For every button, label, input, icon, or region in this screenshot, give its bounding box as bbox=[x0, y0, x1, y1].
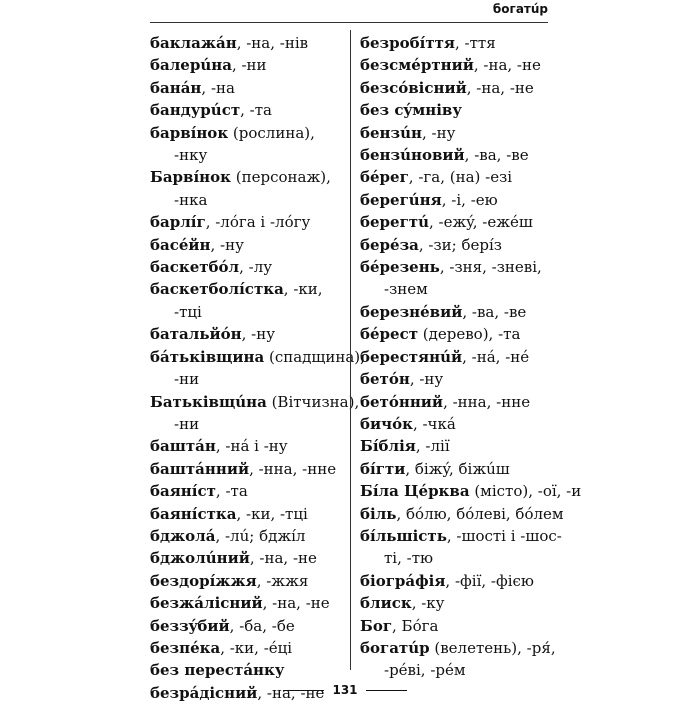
headword: басéйн bbox=[150, 235, 211, 254]
dictionary-entry bbox=[150, 346, 365, 368]
dictionary-entry bbox=[150, 637, 340, 659]
dictionary-entry bbox=[150, 570, 340, 592]
headword: бéрест bbox=[360, 325, 419, 344]
entry-forms: , бóлю, бóлеві, бóлем bbox=[396, 504, 564, 523]
dictionary-entry bbox=[150, 256, 340, 278]
dictionary-entry bbox=[150, 32, 340, 54]
dictionary-entry bbox=[150, 480, 340, 502]
entry-forms: , -зня, -зневі, bbox=[439, 258, 542, 277]
entry-forms: , Бóга bbox=[392, 616, 439, 635]
entry-forms: (Вітчизна), bbox=[266, 392, 360, 411]
headword: беззýбий bbox=[150, 616, 230, 635]
headword: Бíблія bbox=[360, 437, 416, 456]
headword: берéза bbox=[360, 235, 419, 254]
headword: баклажáн bbox=[150, 34, 237, 52]
entry-forms: , -на, -не bbox=[257, 683, 325, 702]
dictionary-entry bbox=[360, 122, 555, 144]
entry-continuation: -знем bbox=[384, 280, 428, 299]
headword: берестянúй bbox=[360, 347, 463, 366]
headword: берегтú bbox=[360, 213, 429, 232]
entry-forms: , -та bbox=[215, 482, 248, 501]
entry-forms: (рослина), bbox=[228, 123, 315, 142]
dictionary-entry bbox=[150, 323, 340, 345]
entry-forms: , -на, -не bbox=[466, 78, 534, 97]
entry-forms: , -ття bbox=[455, 34, 496, 52]
dictionary-entry bbox=[360, 615, 555, 637]
entry-forms: (персонаж), bbox=[230, 168, 331, 187]
entry-forms: , -нá, -нé bbox=[462, 347, 530, 366]
entry-forms: , -ва, -ве bbox=[462, 302, 527, 321]
entry-forms: , -шості і -шос- bbox=[446, 526, 562, 545]
dictionary-entry bbox=[360, 54, 555, 76]
entry-forms: , -ежý, -ежéш bbox=[428, 213, 533, 232]
dictionary-entry bbox=[360, 234, 555, 256]
entry-forms: , -ну bbox=[210, 235, 244, 254]
headword: бíгти bbox=[360, 459, 406, 478]
dictionary-entry bbox=[360, 592, 555, 614]
headword: барлíг bbox=[150, 213, 206, 232]
headword: безжáлісний bbox=[150, 594, 263, 613]
headword: Барвíнок bbox=[150, 168, 231, 187]
entry-forms: , -ва, -ве bbox=[464, 146, 529, 165]
dictionary-entry bbox=[150, 54, 340, 76]
entry-continuation: -ни bbox=[174, 414, 200, 433]
headword: баскетболíстка bbox=[150, 280, 284, 299]
entry-forms: , -нна, -нне bbox=[249, 459, 337, 478]
entry-forms: , -зи; берíз bbox=[418, 235, 502, 254]
headword: без сýмніву bbox=[360, 101, 462, 120]
headword: барвíнок bbox=[150, 123, 229, 142]
headword: бандурúст bbox=[150, 101, 241, 120]
dictionary-entry bbox=[150, 278, 340, 300]
entry-forms: (дерево), -та bbox=[418, 325, 521, 344]
headword: бездорíжжя bbox=[150, 571, 257, 590]
headword: безпéка bbox=[150, 638, 221, 657]
headword: Батьківщúна bbox=[150, 392, 267, 411]
entry-forms: (спадщина), bbox=[264, 347, 365, 366]
entry-forms: , -ни bbox=[231, 56, 267, 75]
headword: бджолúний bbox=[150, 549, 250, 568]
dictionary-entry bbox=[360, 503, 564, 525]
dictionary-entry bbox=[360, 458, 555, 480]
entry-continuation: -нку bbox=[174, 146, 208, 165]
running-head: богатúр bbox=[492, 2, 548, 16]
dictionary-entry bbox=[150, 234, 340, 256]
entry-forms: , -на, -не bbox=[473, 56, 541, 75]
dictionary-entry bbox=[360, 391, 555, 413]
headword: баянíстка bbox=[150, 504, 237, 523]
headword: блиск bbox=[360, 594, 412, 613]
headword: безробíття bbox=[360, 34, 455, 52]
footer-rule-left bbox=[283, 690, 324, 691]
entry-forms: , -ну bbox=[409, 370, 444, 389]
entry-continuation: ті, -тю bbox=[384, 549, 434, 568]
dictionary-entry bbox=[360, 166, 555, 188]
entry-forms: , -фії, -фією bbox=[445, 571, 534, 590]
entry-forms: , -ну bbox=[241, 325, 276, 344]
entry-forms: , -нна, -нне bbox=[443, 392, 531, 411]
dictionary-entry bbox=[360, 99, 555, 121]
dictionary-entry bbox=[150, 592, 340, 614]
dictionary-entry bbox=[360, 323, 555, 345]
dictionary-entry bbox=[360, 301, 555, 323]
dictionary-entry bbox=[150, 547, 340, 569]
entry-forms: , -лóга і -лóгу bbox=[205, 213, 311, 232]
entry-forms: , -ку bbox=[411, 594, 445, 613]
dictionary-entry bbox=[360, 32, 555, 54]
headword: Бíла Цéрква bbox=[360, 482, 470, 501]
dictionary-entry bbox=[150, 615, 340, 637]
entry-continuation: -рéві, -рéм bbox=[384, 661, 466, 680]
entry-forms: , біжý, біжúш bbox=[405, 459, 510, 478]
dictionary-entry bbox=[360, 637, 555, 659]
entry-forms: , -лу bbox=[239, 258, 273, 277]
dictionary-entry bbox=[360, 211, 555, 233]
entry-forms: , -ну bbox=[422, 123, 456, 142]
headword: безрáдісний bbox=[150, 683, 258, 702]
headword: бензúновий bbox=[360, 146, 465, 165]
entry-continuation: -нка bbox=[174, 190, 208, 209]
dictionary-entry bbox=[150, 503, 340, 525]
dictionary-entry bbox=[150, 166, 340, 188]
headword: берегúня bbox=[360, 190, 442, 209]
headword: бáтьківщина bbox=[150, 347, 265, 366]
entry-forms: , -нá і -ну bbox=[215, 437, 288, 456]
headword: баштáн bbox=[150, 437, 216, 456]
dictionary-entry bbox=[150, 77, 340, 99]
dictionary-entry bbox=[360, 189, 555, 211]
dictionary-entry bbox=[150, 525, 340, 547]
entry-continuation: -тці bbox=[174, 302, 202, 321]
dictionary-entry bbox=[360, 368, 555, 390]
headword: без перестáнку bbox=[150, 661, 285, 680]
entry-forms: , -та bbox=[240, 101, 272, 120]
headword: бетóнний bbox=[360, 392, 444, 411]
footer-rule-right bbox=[366, 690, 407, 691]
entry-forms: , -на, -не bbox=[262, 594, 330, 613]
dictionary-entry bbox=[360, 435, 555, 457]
dictionary-entry bbox=[150, 435, 340, 457]
entry-forms: , -на, -не bbox=[249, 549, 317, 568]
dictionary-entry bbox=[360, 525, 562, 547]
dictionary-entry bbox=[360, 144, 555, 166]
entry-forms: , -ки, -éці bbox=[220, 638, 293, 657]
entry-forms: , -жжя bbox=[256, 571, 309, 590]
entry-forms: , -ки, -тці bbox=[236, 504, 308, 523]
entry-forms: , -на bbox=[201, 78, 235, 97]
dictionary-entry bbox=[150, 122, 340, 144]
headword: бéрезень bbox=[360, 258, 440, 277]
headword: Бог bbox=[360, 616, 393, 635]
headword: богатúр bbox=[360, 638, 430, 657]
entry-continuation: -ни bbox=[174, 370, 200, 389]
dictionary-entry bbox=[360, 413, 555, 435]
entry-forms: , -лії bbox=[415, 437, 450, 456]
entry-forms: , -лú; бджíл bbox=[215, 526, 306, 545]
column-divider bbox=[350, 30, 351, 670]
entry-forms: , -ки, bbox=[283, 280, 323, 299]
entry-forms: (велетень), -ря́, bbox=[429, 638, 556, 657]
headword: бетóн bbox=[360, 370, 410, 389]
headword: бéрег bbox=[360, 168, 409, 187]
dictionary-entry bbox=[360, 570, 555, 592]
headword: біогрáфія bbox=[360, 571, 446, 590]
dictionary-entry bbox=[360, 346, 555, 368]
entry-forms: (місто), -ої, -и bbox=[469, 482, 582, 501]
headword: біль bbox=[360, 504, 397, 523]
headword: балерúна bbox=[150, 56, 232, 75]
dictionary-entry bbox=[360, 77, 555, 99]
dictionary-entry bbox=[150, 659, 340, 681]
page-number: 131 bbox=[332, 683, 358, 697]
headword: банáн bbox=[150, 78, 202, 97]
headword: березнéвий bbox=[360, 302, 463, 321]
headword: безсмéртний bbox=[360, 56, 474, 75]
header-rule bbox=[150, 22, 548, 23]
dictionary-entry bbox=[150, 391, 360, 413]
headword: бензúн bbox=[360, 123, 422, 142]
entry-forms: , -га, (на) -езі bbox=[408, 168, 513, 187]
headword: баскетбóл bbox=[150, 258, 240, 277]
headword: батальйóн bbox=[150, 325, 242, 344]
entry-forms: , -і, -ею bbox=[441, 190, 498, 209]
right-column bbox=[360, 32, 582, 682]
headword: баянíст bbox=[150, 482, 216, 501]
headword: бíльшість bbox=[360, 526, 447, 545]
page-footer bbox=[275, 682, 415, 698]
dictionary-entry bbox=[150, 99, 340, 121]
headword: безсóвісний bbox=[360, 78, 467, 97]
headword: бджолá bbox=[150, 526, 216, 545]
dictionary-entry bbox=[150, 458, 340, 480]
headword: бичóк bbox=[360, 414, 413, 433]
entry-forms: , -на, -нів bbox=[236, 34, 309, 52]
entry-forms: , -ба, -бе bbox=[229, 616, 295, 635]
dictionary-entry bbox=[150, 211, 340, 233]
dictionary-entry bbox=[360, 480, 582, 502]
headword: баштáнний bbox=[150, 459, 250, 478]
dictionary-entry bbox=[360, 256, 555, 278]
entry-forms: , -чкá bbox=[412, 414, 456, 433]
